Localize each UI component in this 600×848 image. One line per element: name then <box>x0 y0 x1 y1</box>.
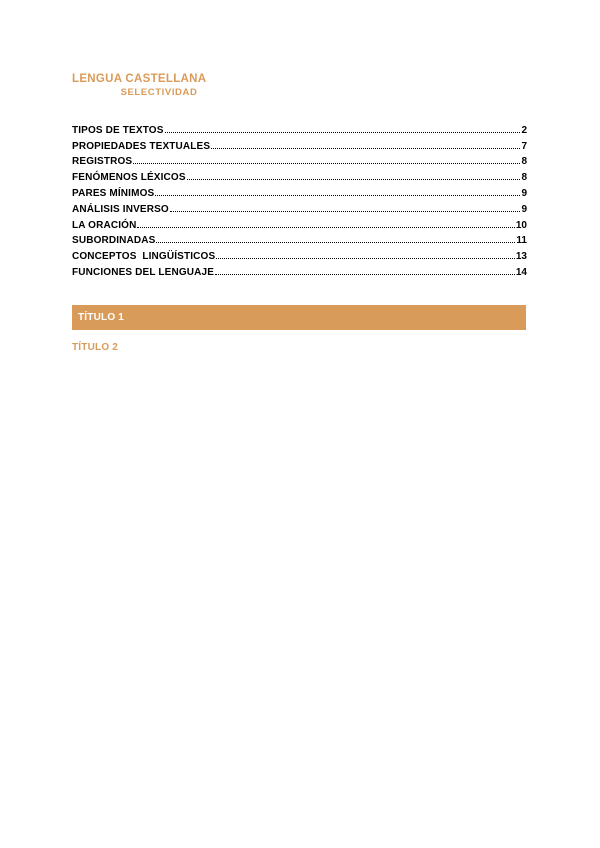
document-header <box>72 72 232 99</box>
toc-entry-label: FUNCIONES DEL LENGUAJE <box>72 266 215 278</box>
toc-dot-leader <box>170 211 521 212</box>
toc-entry-page: 9 <box>521 203 527 215</box>
toc-dot-leader <box>187 179 521 180</box>
toc-entry-page: 7 <box>521 140 527 152</box>
toc-entry-page: 13 <box>515 251 527 263</box>
toc-entry-label: TIPOS DE TEXTOS <box>72 124 164 136</box>
toc-entry-page: 11 <box>516 235 527 247</box>
toc-entry[interactable] <box>72 136 527 152</box>
toc-entry[interactable] <box>72 167 527 183</box>
toc-entry-page: 10 <box>515 219 527 231</box>
table-of-contents <box>72 120 527 278</box>
toc-entry-label: FENÓMENOS LÉXICOS <box>72 172 186 184</box>
heading-1-text: TÍTULO 1 <box>78 312 125 323</box>
toc-entry[interactable] <box>72 152 527 168</box>
toc-dot-leader <box>155 195 520 196</box>
toc-dot-leader <box>137 227 514 228</box>
toc-dot-leader <box>165 132 521 133</box>
toc-dot-leader <box>216 258 515 259</box>
toc-entry-page: 8 <box>521 156 527 168</box>
document-subtitle: SELECTIVIDAD <box>120 87 198 98</box>
toc-dot-leader <box>215 274 515 275</box>
toc-entry-label: CONCEPTOS LINGÜÍSTICOS <box>72 251 216 263</box>
heading-2-text: TÍTULO 2 <box>72 342 119 353</box>
heading-1-bar <box>72 305 526 330</box>
toc-entry[interactable] <box>72 215 527 231</box>
toc-entry-label: REGISTROS <box>72 156 133 168</box>
toc-dot-leader <box>133 163 520 164</box>
toc-entry[interactable] <box>72 199 527 215</box>
toc-entry[interactable] <box>72 120 527 136</box>
toc-dot-leader <box>156 242 515 243</box>
toc-entry-label: PROPIEDADES TEXTUALES <box>72 140 211 152</box>
toc-entry[interactable] <box>72 183 527 199</box>
toc-dot-leader <box>211 148 520 149</box>
toc-entry-label: SUBORDINADAS <box>72 235 156 247</box>
toc-entry-label: LA ORACIÓN <box>72 219 137 231</box>
toc-entry-page: 9 <box>521 187 527 199</box>
toc-entry-label: PARES MÍNIMOS <box>72 187 155 199</box>
toc-entry-label: ANÁLISIS INVERSO <box>72 203 169 215</box>
toc-entry[interactable] <box>72 246 527 262</box>
toc-entry-page: 2 <box>521 124 527 136</box>
toc-entry[interactable] <box>72 231 527 247</box>
toc-entry[interactable] <box>72 262 527 278</box>
toc-entry-page: 8 <box>521 172 527 184</box>
document-title: LENGUA CASTELLANA <box>72 73 207 85</box>
toc-entry-page: 14 <box>515 266 527 278</box>
